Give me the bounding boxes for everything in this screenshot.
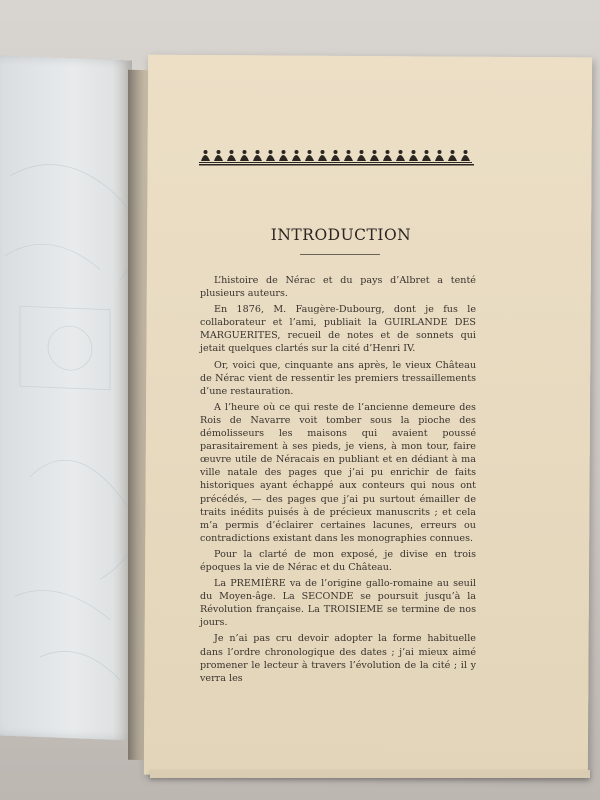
title-underline: [300, 254, 380, 255]
body-text: [200, 274, 476, 688]
paragraph: La PREMIÈRE va de l’origine gallo-romaine au seuil du Moyen-âge. La SECONDE se poursuit jusqu’à la Révolution française. La TROISIEME se termine de nos jours.: [200, 578, 476, 629]
cover-pattern: [0, 55, 132, 740]
left-cover-page: [0, 55, 132, 740]
decorative-header-ornament: [199, 147, 474, 167]
paragraph: L’histoire de Nérac et du pays d’Albret a tenté plusieurs auteurs.: [200, 275, 476, 300]
paragraph: En 1876, M. Faugère-Dubourg, dont je fus le collaborateur et l’ami, publiait la GUIRLANDE DES MARGUERITES, recueil de notes et de sonnets qui jetait quelques clartés sur la cité d’Henri IV.: [200, 304, 476, 355]
paragraph: A l’heure où ce qui reste de l’ancienne demeure des Rois de Navarre voit tomber sous la pioche des démolisseurs les maisons qui avaient poussé parasitairement à ses pieds, je viens, à mon tour, faire œuvre utile de Néracais en publiant et en dédiant à ma ville natale des pages que j’ai pu enrichir de faits historiques ayant échappé aux conteurs qui nous ont précédés, — des pages que j’ai pu surtout émailler de traits inédits puisés à de précieux manuscrits ; et cela m’a permis d’éclairer certaines lacunes, erreurs ou contradictions existant dans les monographies connues.: [200, 401, 476, 544]
paragraph: Pour la clarté de mon exposé, je divise en trois époques la vie de Nérac et du Château.: [200, 548, 476, 573]
chapter-title: INTRODUCTION: [270, 226, 412, 244]
paragraph: Or, voici que, cinquante ans après, le vieux Château de Nérac vient de ressentir les premiers tressaillements d’une restauration.: [200, 359, 476, 397]
paragraph: Je n’ai pas cru devoir adopter la forme habituelle dans l’ordre chronologique des dates ; j’ai mieux aimé promener le lecteur à travers l’évolution de la cité ; il y verra les: [200, 633, 476, 684]
page-edge: [150, 770, 590, 778]
